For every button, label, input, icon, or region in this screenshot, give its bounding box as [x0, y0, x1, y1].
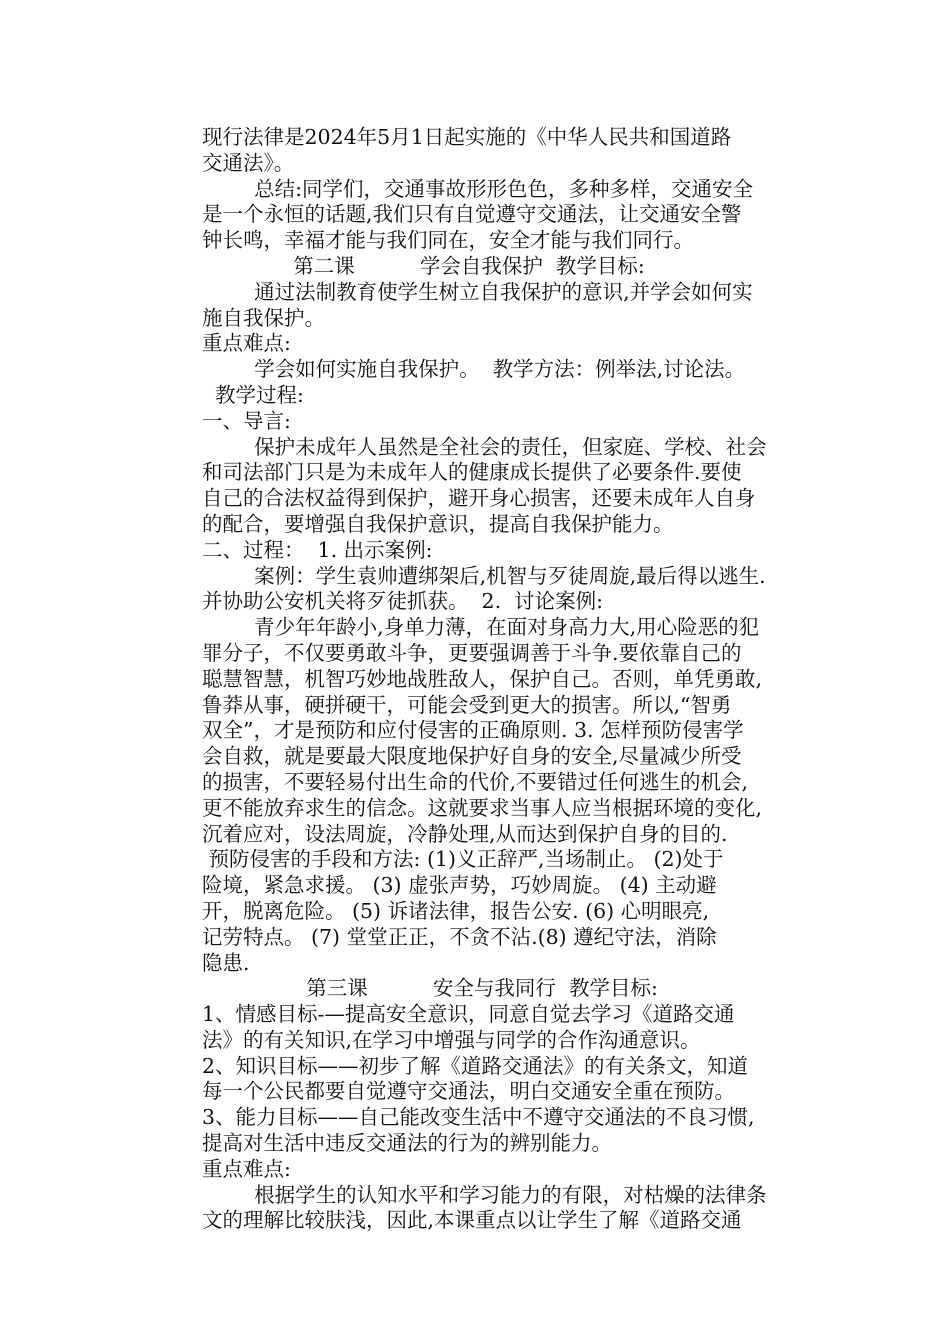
- text-line: 的损害，不要轻易付出生命的代价,不要错过任何逃生的机会,: [202, 769, 749, 794]
- text-line: 会自救，就是要最大限度地保护好自身的安全,尽量减少所受: [202, 744, 742, 769]
- text-line: 教学过程:: [202, 382, 304, 407]
- text-line: 案例：学生袁帅遭绑架后,机智与歹徒周旋,最后得以逃生.: [202, 563, 766, 588]
- text-line: 每一个公民都要自觉遵守交通法，明白交通安全重在预防。: [202, 1079, 735, 1104]
- text-line: 2、知识目标——初步了解《道路交通法》的有关条文，知道: [202, 1053, 749, 1078]
- text-line: 青少年年龄小,身单力薄，在面对身高力大,用心险恶的犯: [202, 615, 760, 640]
- text-line: 更不能放弃求生的信念。这就要求当事人应当根据环境的变化,: [202, 795, 763, 820]
- text-line: 第三课 安全与我同行 教学目标:: [202, 976, 658, 1001]
- text-line: 自己的合法权益得到保护，避开身心损害，还要未成年人自身: [202, 486, 756, 511]
- text-line: 重点难点:: [202, 331, 291, 356]
- text-line: 法》的有关知识,在学习中增强与同学的合作沟通意识。: [202, 1027, 701, 1052]
- text-line: 学会如何实施自我保护。 教学方法：例举法,讨论法。: [202, 357, 746, 382]
- text-line: 记劳特点。 (7) 堂堂正正，不贪不沾.(8) 遵纪守法，消除: [202, 924, 717, 949]
- text-line: 隐患.: [202, 950, 250, 975]
- text-line: 双全”，才是预防和应付侵害的正确原则. 3. 怎样预防侵害学: [202, 718, 744, 743]
- document-body: [202, 125, 822, 1234]
- text-line: 交通法》。: [202, 150, 295, 175]
- text-line: 开，脱离危险。 (5) 诉诸法律，报告公安. (6) 心明眼亮,: [202, 898, 710, 923]
- text-line: 重点难点:: [202, 1156, 291, 1181]
- text-line: 鲁莽从事，硬拼硬干，可能会受到更大的损害。所以,“智勇: [202, 692, 732, 717]
- text-line: 二、过程： 1. 出示案例:: [202, 537, 433, 562]
- text-line: 的配合，要增强自我保护意识，提高自我保护能力。: [202, 511, 674, 536]
- text-line: 聪慧智慧，机智巧妙地战胜敌人，保护自己。否则，单凭勇敢,: [202, 666, 763, 691]
- text-line: 保护未成年人虽然是全社会的责任，但家庭、学校、社会: [202, 434, 767, 459]
- text-line: 是一个永恒的话题,我们只有自觉遵守交通法，让交通安全警: [202, 202, 742, 227]
- text-line: 3、能力目标——自己能改变生活中不遵守交通法的不良习惯,: [202, 1105, 755, 1130]
- text-line: 预防侵害的手段和方法: (1)义正辞严,当场制止。 (2)处于: [202, 847, 724, 872]
- text-line: 根据学生的认知水平和学习能力的有限，对枯燥的法律条: [202, 1182, 767, 1207]
- text-line: 罪分子，不仅要勇敢斗争，更要强调善于斗争.要依靠自己的: [202, 640, 742, 665]
- text-line: 沉着应对，设法周旋，冷静处理,从而达到保护自身的目的.: [202, 821, 728, 846]
- text-line: 第二课 学会自我保护 教学目标:: [202, 253, 645, 278]
- text-line: 现行法律是2024年5月1日起实施的《中华人民共和国道路: [202, 125, 732, 149]
- text-line: 提高对生活中违反交通法的行为的辨别能力。: [202, 1131, 612, 1156]
- text-line: 钟长鸣，幸福才能与我们同在，安全才能与我们同行。: [202, 228, 694, 253]
- text-line: 施自我保护。: [202, 305, 325, 330]
- text-line: 文的理解比较肤浅，因此,本课重点以让学生了解《道路交通: [202, 1208, 742, 1233]
- text-line: 险境，紧急求援。 (3) 虚张声势，巧妙周旋。 (4) 主动避: [202, 873, 717, 898]
- text-line: 一、导言:: [202, 408, 291, 433]
- text-line: 和司法部门只是为未成年人的健康成长提供了必要条件.要使: [202, 460, 742, 485]
- text-line: 通过法制教育使学生树立自我保护的意识,并学会如何实: [202, 279, 753, 304]
- text-line: 总结:同学们，交通事故形形色色，多种多样，交通安全: [202, 176, 754, 201]
- text-line: 并协助公安机关将歹徒抓获。 2. 讨论案例:: [202, 589, 604, 614]
- text-line: 1、情感目标-—提高安全意识，同意自觉去学习《道路交通: [202, 1002, 735, 1027]
